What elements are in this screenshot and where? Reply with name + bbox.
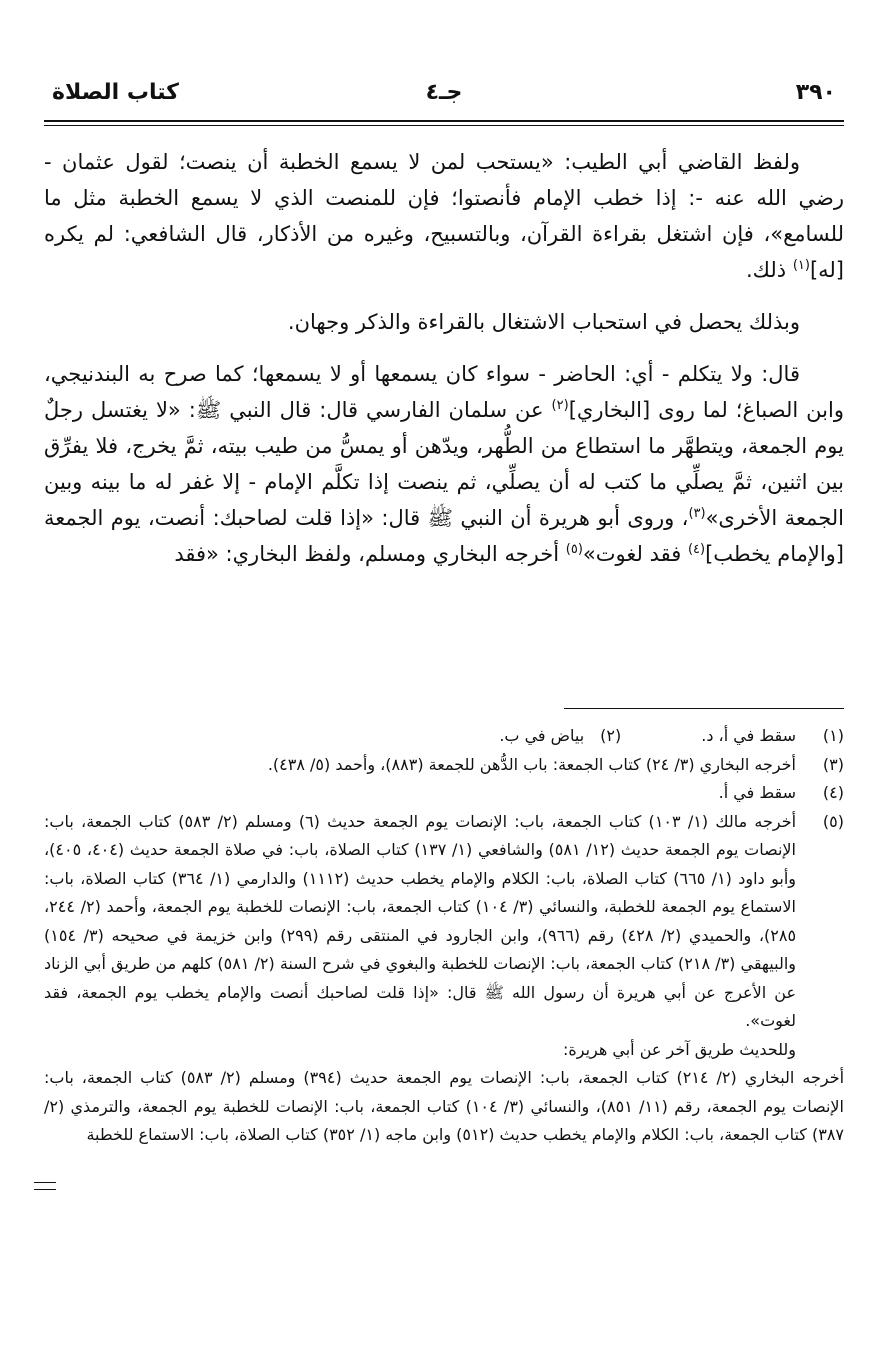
footnote-1 <box>701 722 844 751</box>
continuation-mark <box>34 1182 56 1190</box>
footnote-5-number: (٥) <box>822 811 844 831</box>
footnote-4-text: سقط في أ. <box>718 783 796 802</box>
paragraph-3-text-a: قال: ولا يتكلم - أي: الحاضر - سواء كان يسمعها أو لا يسمعها؛ كما صرح به البندنيجي، وابن الصباغ؛ لما روى [البخاري] <box>44 362 844 422</box>
footnote-ref-2: (٢) <box>551 398 569 413</box>
main-text <box>44 144 844 588</box>
footnote-5-text: أخرجه مالك (١/ ١٠٣) كتاب الجمعة، باب: الإنصات يوم الجمعة حديث (٦) ومسلم (٢/ ٥٨٣) كتاب الجمعة، باب: الإنصات يوم الجمعة حديث (١٢/ ٥٨١) والشافعي (١/ ١٣٧) كتاب الصلاة، باب: في صلاة الجمعة حديث (٤٠٤، ٤٠٥)، وأبو داود (١/ ٦٦٥) كتاب الصلاة، باب: الكلام والإمام يخطب حديث (١١١٢) والدارمي (١/ ٣٦٤) كتاب الصلاة، باب: الاستماع يوم الجمعة للخطبة، والنسائي (٣/ ١٠٤) كتاب الجمعة، باب: الإنصات للخطبة يوم الجمعة، وأحمد (٢/ ٢٤٤، ٢٨٥)، والحميدي (٢/ ٤٢٨) رقم (٩٦٦)، وابن الجارود في المنتقى رقم (٢٩٩) وابن خزيمة في صحيحه (٣/ ١٥٤) والبيهقي (٣/ ٢١٨) كتاب الجمعة، باب: الإنصات للخطبة والبغوي في شرح السنة (٢/ ٥٨١) كلهم من طريق أبي الزناد عن الأعرج عن أبي هريرة أن رسول الله ﷺ قال: «إذا قلت لصاحبك أنصت والإمام يخطب يوم الجمعة، فقد لغوت». <box>44 811 797 1030</box>
footnote-5-body <box>44 808 796 1065</box>
footnote-3 <box>44 751 844 780</box>
paragraph-2: وبذلك يحصل في استحباب الاشتغال بالقراءة والذكر وجهان. <box>287 310 800 334</box>
footnote-ref-3: (٣) <box>688 506 706 521</box>
header-rule-thin <box>44 125 844 126</box>
footnote-2 <box>499 722 621 751</box>
footnote-ref-5: (٥) <box>565 542 583 557</box>
header-rule-thick <box>44 120 844 122</box>
footnote-4-number: (٤) <box>822 783 844 802</box>
volume-label: جـ٤ <box>425 80 463 105</box>
footnote-4 <box>44 779 844 808</box>
book-title: كتاب الصلاة <box>52 80 179 105</box>
footnotes <box>44 722 844 1150</box>
footnote-1-text: سقط في أ، د. <box>701 726 796 745</box>
paragraph-3-text-d: فقد لغوت» <box>582 542 688 566</box>
paragraph-1 <box>44 144 844 288</box>
paragraph-3 <box>44 356 844 572</box>
footnote-5 <box>44 808 844 1065</box>
footnote-1-number: (١) <box>822 726 844 745</box>
footnote-ref-1: (١) <box>792 258 810 273</box>
page-header <box>44 70 844 114</box>
footnote-5-more: وللحديث طريق آخر عن أبي هريرة: <box>562 1039 796 1059</box>
footnote-5-continuation: أخرجه البخاري (٢/ ٢١٤) كتاب الجمعة، باب: الإنصات يوم الجمعة حديث (٣٩٤) ومسلم (٢/ ٥٨٣) كتاب الجمعة، باب: الإنصات يوم الجمعة، رقم (١١/ ٨٥١)، والنسائي (٣/ ١٠٤) كتاب الجمعة، باب: الإنصات للخطبة يوم الجمعة، والترمذي (٢/ ٣٨٧) كتاب الجمعة، باب: الكلام والإمام يخطب حديث (٥١٢) وابن ماجه (١/ ٣٥٢) كتاب الصلاة، باب: الاستماع للخطبة <box>44 1068 845 1144</box>
paragraph-1-text-b: ذلك. <box>746 258 793 282</box>
footnote-ref-4: (٤) <box>687 542 706 557</box>
paragraph-3-text-b: عن سلمان الفارسي قال: قال النبي ﷺ: «لا يغتسل رجلٌ يوم الجمعة، ويتطهَّر ما استطاع من الطُّهر، ويدّهن أو يمسُّ من طيب بيته، ثمَّ يخرج، فلا يفرِّق بين اثنين، ثمَّ يصلِّي ما كتب له أن يصلِّي، ثم ينصت إذا تكلَّم الإمام - إلا غفر له ما بينه وبين الجمعة الأخرى» <box>44 398 844 530</box>
page-number: ٣٩٠ <box>795 80 836 105</box>
paragraph-3-text-c: ، وروى أبو هريرة أن النبي ﷺ قال: «إذا قلت لصاحبك: أنصت، يوم الجمعة [والإمام يخطب] <box>44 506 844 566</box>
footnote-2-number: (٢) <box>600 726 622 745</box>
footnote-3-number: (٣) <box>822 754 844 774</box>
book-page <box>44 70 844 1330</box>
footnote-2-text: بياض في ب. <box>499 726 585 745</box>
footnote-separator <box>564 708 844 709</box>
paragraph-3-text-e: أخرجه البخاري ومسلم، ولفظ البخاري: «فقد <box>174 542 566 566</box>
paragraph-1-text-a: ولفظ القاضي أبي الطيب: «يستحب لمن لا يسمع الخطبة أن ينصت؛ لقول عثمان - رضي الله عنه -: إذا خطب الإمام فأنصتوا؛ فإن للمنصت الذي لا يسمع الخطبة مثل ما للسامع»، فإن اشتغل بقراءة القرآن، وبالتسبيح، وغيره من الأذكار، قال الشافعي: لم يكره [له] <box>44 150 844 282</box>
footnote-3-text: أخرجه البخاري (٣/ ٢٤) كتاب الجمعة: باب الدُّهن للجمعة (٨٨٣)، وأحمد (٥/ ٤٣٨). <box>267 754 796 774</box>
footnote-row-1-2 <box>44 722 844 751</box>
